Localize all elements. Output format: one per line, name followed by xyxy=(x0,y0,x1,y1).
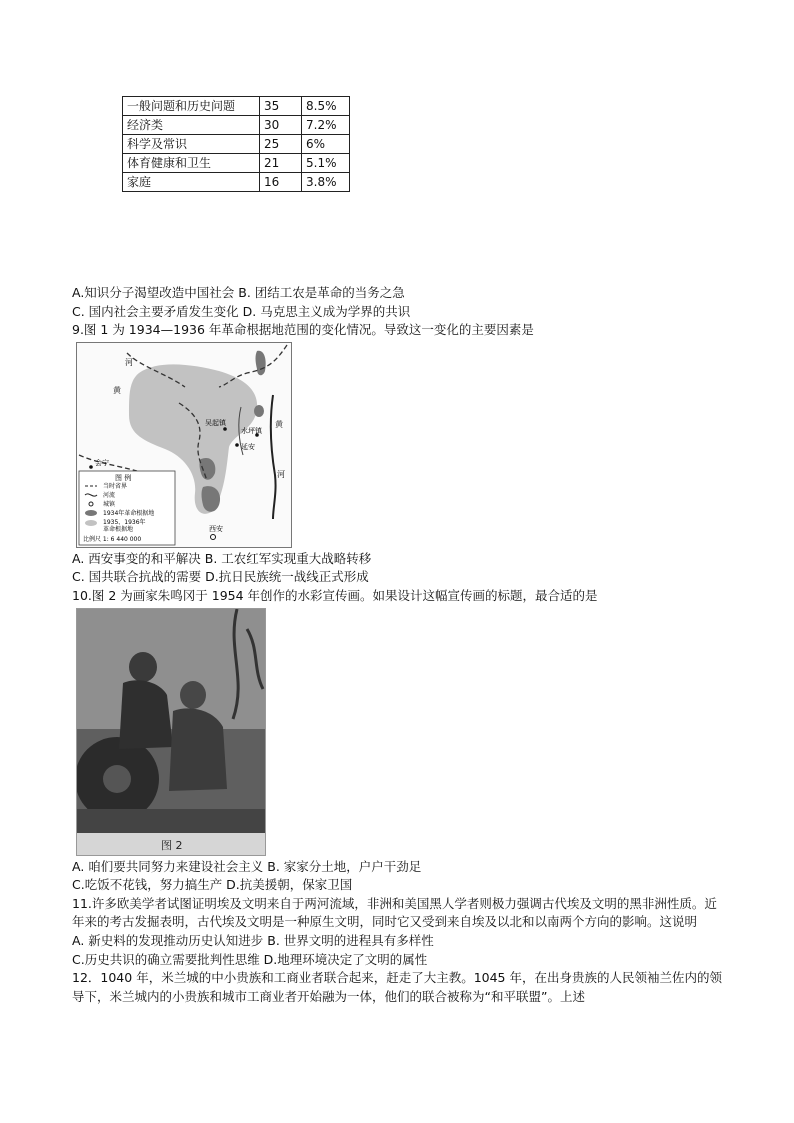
table-cell: 6% xyxy=(302,135,350,154)
map-city-huining: 会宁 xyxy=(95,458,109,467)
q8-options-2: C. 国内社会主要矛盾发生变化 D. 马克思主义成为学界的共识 xyxy=(72,303,411,319)
table-cell: 35 xyxy=(260,97,302,116)
propaganda-painting xyxy=(77,609,265,855)
base-area-map xyxy=(77,343,291,547)
town-marker-wuqi xyxy=(223,427,227,431)
city-marker-huining xyxy=(89,465,93,469)
map-legend-border: 当时省界 xyxy=(103,482,128,490)
map-legend-town: 城镇 xyxy=(103,500,116,508)
farmer-figure-head xyxy=(180,681,206,709)
q8-options-1: A.知识分子渴望改造中国社会 B. 团结工农是革命的当务之急 xyxy=(72,285,405,300)
painting-ground xyxy=(77,809,265,833)
table-cell: 经济类 xyxy=(123,116,260,135)
painting-frame xyxy=(76,608,266,856)
table-cell: 30 xyxy=(260,116,302,135)
table-cell: 家庭 xyxy=(123,173,260,192)
legend-1934-swatch xyxy=(85,510,97,516)
city-marker-xian xyxy=(211,534,216,539)
table-cell: 7.2% xyxy=(302,116,350,135)
question-content xyxy=(72,284,722,1006)
tractor-wheel-hub xyxy=(103,765,131,793)
q9-options-2: C. 国共联合抗战的需要 D.抗日民族统一战线正式形成 xyxy=(72,569,369,585)
map-river-label-3: 黄 xyxy=(275,419,283,429)
q9-options-1: A. 西安事变的和平解决 B. 工农红军实现重大战略转移 xyxy=(72,550,372,566)
table-row xyxy=(123,154,350,173)
table-row xyxy=(123,173,350,192)
map-legend-river: 河流 xyxy=(103,491,116,499)
stats-table-body xyxy=(123,97,350,192)
map-river-label-4: 河 xyxy=(277,469,285,479)
table-row xyxy=(123,97,350,116)
map-river-label-1: 河 xyxy=(125,357,133,367)
q10-options-2: C.吃饭不花钱，努力搞生产 D.抗美援朝，保家卫国 xyxy=(72,877,353,893)
figure-2-painting xyxy=(76,608,722,856)
yellow-river-line xyxy=(271,395,276,519)
q11-options-2: C.历史共识的确立需要批判性思维 D.地理环境决定了文明的属性 xyxy=(72,951,428,967)
map-legend-title: 图 例 xyxy=(115,473,132,482)
map-town-wayao: 水坪镇 xyxy=(241,426,262,435)
base-area-1934-d xyxy=(254,405,264,417)
table-row xyxy=(123,135,350,154)
city-marker-yanan xyxy=(235,443,239,447)
map-city-xian: 西安 xyxy=(209,524,223,533)
worker-figure-head xyxy=(129,652,157,682)
table-row xyxy=(123,116,350,135)
map-legend-1935-line2: 革命根据地 xyxy=(103,525,134,533)
table-cell: 一般问题和历史问题 xyxy=(123,97,260,116)
q10-options-1: A. 咱们要共同努力来建设社会主义 B. 家家分土地，户户干劲足 xyxy=(72,858,422,874)
legend-1935-swatch xyxy=(85,520,97,526)
farmer-figure-body xyxy=(169,708,227,791)
map-river-label-2: 黄 xyxy=(113,385,121,395)
map-legend-scale: 比例尺 1: 6 440 000 xyxy=(83,535,142,543)
q11-options-1: A. 新史料的发现推动历史认知进步 B. 世界文明的进程具有多样性 xyxy=(72,932,434,948)
table-cell: 21 xyxy=(260,154,302,173)
figure-1-map xyxy=(76,342,722,548)
stats-table-wrapper xyxy=(122,96,350,192)
table-cell: 3.8% xyxy=(302,173,350,192)
table-cell: 科学及常识 xyxy=(123,135,260,154)
q9-stem: 9.图 1 为 1934—1936 年革命根据地范围的变化情况。导致这一变化的主要因素是 xyxy=(72,322,534,338)
q11-stem: 11.许多欧美学者试图证明埃及文明来自于两河流域，非洲和美国黑人学者则极力强调古代埃及文明的黑非洲性质。近年来的考古发掘表明，古代埃及文明是一种原生文明，同时它又受到来自埃及以北和以南两个方向的影响。这说明 xyxy=(72,895,717,930)
map-frame xyxy=(76,342,292,548)
table-cell: 16 xyxy=(260,173,302,192)
map-city-yanan: 延安 xyxy=(241,442,255,451)
figure-2-label: 图 2 xyxy=(161,838,183,852)
table-cell: 体育健康和卫生 xyxy=(123,154,260,173)
q12-stem: 12．1040 年，米兰城的中小贵族和工商业者联合起来，赶走了大主教。1045 年，在出身贵族的人民领袖兰佐内的领导下，米兰城内的小贵族和城市工商业者开始融为一体，他们的联合被称为“和平联盟”。上述 xyxy=(72,970,722,1004)
base-area-1934-c xyxy=(256,351,266,375)
map-legend-1934: 1934年革命根据地 xyxy=(103,509,155,517)
table-cell: 8.5% xyxy=(302,97,350,116)
table-cell: 5.1% xyxy=(302,154,350,173)
map-town-wuqi: 吴起镇 xyxy=(205,418,226,427)
q10-stem: 10.图 2 为画家朱鸣冈于 1954 年创作的水彩宣传画。如果设计这幅宣传画的标题，最合适的是 xyxy=(72,587,598,603)
table-cell: 25 xyxy=(260,135,302,154)
stats-table xyxy=(122,96,350,192)
map-legend-1935-line1: 1935、1936年 xyxy=(103,518,146,526)
